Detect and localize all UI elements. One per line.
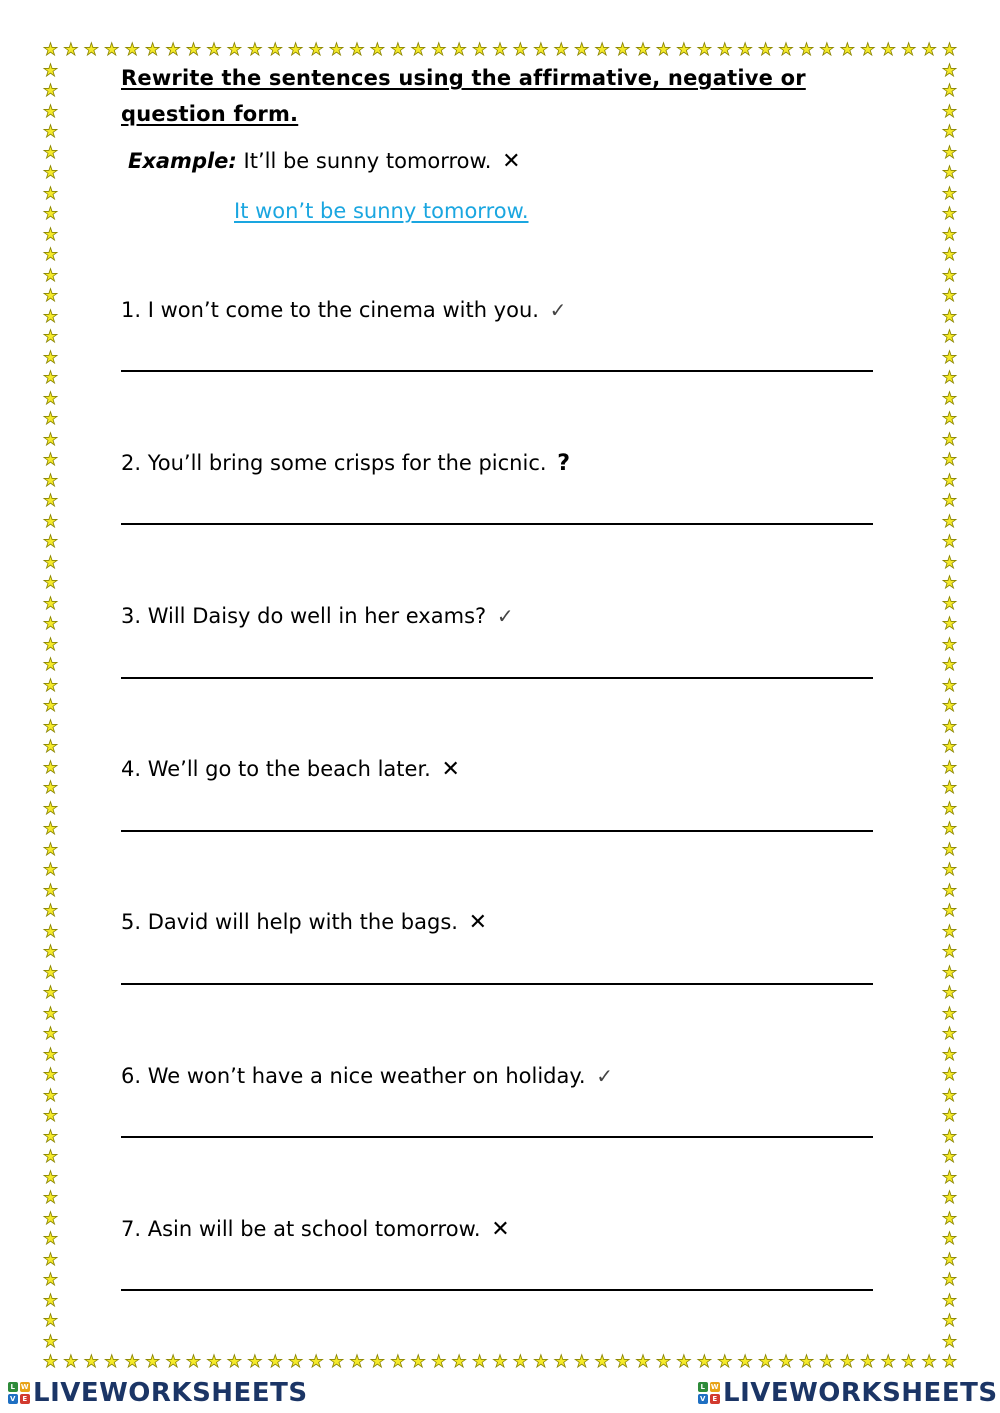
star-icon: ★ <box>42 450 59 470</box>
star-icon: ★ <box>941 675 958 696</box>
star-icon: ★ <box>349 1352 365 1372</box>
star-icon: ★ <box>308 40 324 60</box>
star-icon: ★ <box>267 1352 283 1372</box>
star-icon: ★ <box>798 40 815 60</box>
example-sentence: It’ll be sunny tomorrow. <box>243 149 492 173</box>
star-icon: ★ <box>42 962 59 983</box>
liveworksheets-logo-icon <box>698 1382 720 1404</box>
cross-icon: ✕ <box>491 1217 510 1242</box>
exercise-sentence: 3. Will Daisy do well in her exams? <box>121 604 487 628</box>
star-icon: ★ <box>63 40 79 60</box>
star-icon: ★ <box>451 40 467 60</box>
logo-tile: L <box>698 1382 708 1392</box>
star-icon: ★ <box>574 40 590 60</box>
star-icon: ★ <box>369 40 386 60</box>
star-icon: ★ <box>42 1229 59 1249</box>
star-icon: ★ <box>941 1044 958 1065</box>
star-icon: ★ <box>288 40 304 60</box>
star-icon: ★ <box>471 1352 488 1372</box>
star-icon: ★ <box>941 983 958 1003</box>
star-icon: ★ <box>206 1352 222 1372</box>
exercise-sentence: 6. We won’t have a nice weather on holiday. <box>121 1064 586 1088</box>
star-icon: ★ <box>42 1147 59 1167</box>
star-icon: ★ <box>941 1024 958 1044</box>
star-icon: ★ <box>941 921 958 942</box>
star-icon: ★ <box>42 368 59 388</box>
star-icon: ★ <box>42 204 59 224</box>
star-icon: ★ <box>63 1352 79 1372</box>
star-icon: ★ <box>594 40 610 60</box>
exercise-item-1 <box>121 295 566 325</box>
star-icon: ★ <box>431 1352 447 1372</box>
star-icon: ★ <box>941 429 958 450</box>
star-icon: ★ <box>369 1352 386 1372</box>
star-icon: ★ <box>42 1249 59 1270</box>
star-icon: ★ <box>941 511 958 532</box>
star-icon: ★ <box>941 839 958 860</box>
star-icon: ★ <box>941 901 958 921</box>
star-icon: ★ <box>941 1208 958 1229</box>
star-icon: ★ <box>594 1352 610 1372</box>
star-icon: ★ <box>124 40 140 60</box>
star-icon: ★ <box>676 1352 692 1372</box>
star-icon: ★ <box>492 1352 508 1372</box>
star-icon: ★ <box>431 40 447 60</box>
star-icon: ★ <box>390 40 406 60</box>
star-icon: ★ <box>696 40 712 60</box>
star-icon: ★ <box>941 224 958 245</box>
star-icon: ★ <box>941 942 958 962</box>
star-icon: ★ <box>839 1352 855 1372</box>
star-icon: ★ <box>737 40 753 60</box>
star-icon: ★ <box>42 1270 59 1290</box>
star-icon: ★ <box>778 40 794 60</box>
star-icon: ★ <box>941 101 958 122</box>
star-icon: ★ <box>42 1311 59 1331</box>
star-icon: ★ <box>941 470 958 491</box>
star-icon: ★ <box>42 983 59 1003</box>
star-icon: ★ <box>492 40 508 60</box>
star-icon: ★ <box>941 655 958 675</box>
star-icon: ★ <box>42 60 59 81</box>
star-icon: ★ <box>390 1352 406 1372</box>
star-icon: ★ <box>941 368 958 388</box>
star-icon: ★ <box>42 286 59 306</box>
star-icon: ★ <box>226 1352 242 1372</box>
star-icon: ★ <box>941 81 958 101</box>
logo-tile: V <box>8 1394 18 1404</box>
exercise-sentence: 5. David will help with the bags. <box>121 910 458 934</box>
star-icon: ★ <box>42 245 59 265</box>
star-icon: ★ <box>941 1290 958 1311</box>
star-icon: ★ <box>185 40 202 60</box>
star-icon: ★ <box>941 327 958 347</box>
star-icon: ★ <box>42 1003 59 1024</box>
star-icon: ★ <box>574 1352 590 1372</box>
star-icon: ★ <box>757 1352 774 1372</box>
star-icon: ★ <box>941 163 958 183</box>
star-icon: ★ <box>860 40 876 60</box>
star-icon: ★ <box>941 204 958 224</box>
star-icon: ★ <box>941 696 958 716</box>
star-icon: ★ <box>941 388 958 409</box>
star-icon: ★ <box>42 306 59 327</box>
star-icon: ★ <box>941 450 958 470</box>
star-icon: ★ <box>124 1352 140 1372</box>
star-icon: ★ <box>941 1147 958 1167</box>
star-icon: ★ <box>104 40 120 60</box>
star-icon: ★ <box>42 1208 59 1229</box>
star-icon: ★ <box>941 265 958 286</box>
star-icon: ★ <box>410 1352 426 1372</box>
star-icon: ★ <box>941 798 958 819</box>
brand-name: LIVEWORKSHEETS <box>723 1378 998 1408</box>
logo-tile: E <box>710 1394 720 1404</box>
star-icon: ★ <box>42 224 59 245</box>
question-icon: ? <box>557 451 571 476</box>
star-icon: ★ <box>941 60 958 81</box>
star-icon: ★ <box>635 1352 651 1372</box>
star-icon: ★ <box>42 1352 59 1372</box>
star-icon: ★ <box>655 40 672 60</box>
star-icon: ★ <box>42 1024 59 1044</box>
star-icon: ★ <box>737 1352 753 1372</box>
exercise-item-7 <box>121 1214 510 1245</box>
star-icon: ★ <box>42 1085 59 1106</box>
star-icon: ★ <box>696 1352 712 1372</box>
star-icon: ★ <box>42 860 59 880</box>
star-icon: ★ <box>941 1331 958 1352</box>
exercise-item-3 <box>121 601 514 631</box>
star-icon: ★ <box>42 819 59 839</box>
answer-line[interactable] <box>121 1136 873 1138</box>
star-icon: ★ <box>42 1044 59 1065</box>
star-icon: ★ <box>512 40 529 60</box>
star-icon: ★ <box>941 634 958 655</box>
star-icon: ★ <box>42 798 59 819</box>
star-icon: ★ <box>941 819 958 839</box>
star-icon: ★ <box>42 429 59 450</box>
star-icon: ★ <box>42 491 59 511</box>
star-icon: ★ <box>165 1352 181 1372</box>
exercise-item-2 <box>121 448 570 479</box>
star-icon: ★ <box>42 1126 59 1147</box>
star-icon: ★ <box>860 1352 876 1372</box>
star-icon: ★ <box>614 1352 631 1372</box>
star-icon: ★ <box>941 122 958 142</box>
star-icon: ★ <box>941 573 958 593</box>
example-answer: It won’t be sunny tomorrow. <box>234 199 529 223</box>
star-icon: ★ <box>42 737 59 757</box>
star-icon: ★ <box>798 1352 815 1372</box>
example-sentence-row <box>128 146 521 177</box>
star-icon: ★ <box>42 122 59 142</box>
star-icon: ★ <box>941 1229 958 1249</box>
answer-line[interactable] <box>121 677 873 679</box>
star-icon: ★ <box>941 880 958 901</box>
star-icon: ★ <box>778 1352 794 1372</box>
star-icon: ★ <box>42 1167 59 1188</box>
answer-line[interactable] <box>121 1289 873 1291</box>
example-label: Example: <box>128 149 237 173</box>
star-icon: ★ <box>145 40 161 60</box>
star-icon: ★ <box>553 40 569 60</box>
star-icon: ★ <box>42 696 59 716</box>
star-icon: ★ <box>42 1188 59 1208</box>
star-icon: ★ <box>941 183 958 204</box>
star-icon: ★ <box>901 40 917 60</box>
star-icon: ★ <box>185 1352 202 1372</box>
star-icon: ★ <box>941 532 958 552</box>
star-icon: ★ <box>42 470 59 491</box>
star-icon: ★ <box>941 552 958 573</box>
star-icon: ★ <box>941 860 958 880</box>
check-icon: ✓ <box>496 604 514 628</box>
star-icon: ★ <box>42 573 59 593</box>
star-icon: ★ <box>921 1352 937 1372</box>
star-icon: ★ <box>42 327 59 347</box>
answer-line[interactable] <box>121 983 873 985</box>
star-icon: ★ <box>42 614 59 634</box>
star-icon: ★ <box>145 1352 161 1372</box>
star-icon: ★ <box>941 347 958 368</box>
star-icon: ★ <box>941 757 958 778</box>
star-icon: ★ <box>226 40 242 60</box>
star-icon: ★ <box>42 409 59 429</box>
star-icon: ★ <box>165 40 181 60</box>
star-icon: ★ <box>451 1352 467 1372</box>
star-icon: ★ <box>267 40 283 60</box>
star-icon: ★ <box>42 593 59 614</box>
star-icon: ★ <box>42 142 59 163</box>
star-icon: ★ <box>42 942 59 962</box>
exercise-item-4 <box>121 754 460 785</box>
star-icon: ★ <box>42 901 59 921</box>
cross-icon: ✕ <box>468 910 488 935</box>
star-icon: ★ <box>941 245 958 265</box>
star-icon: ★ <box>42 1106 59 1126</box>
exercise-sentence: 2. You’ll bring some crisps for the picnic. <box>121 451 547 475</box>
star-icon: ★ <box>941 1167 958 1188</box>
star-icon: ★ <box>42 163 59 183</box>
star-icon: ★ <box>349 40 365 60</box>
liveworksheets-logo-icon <box>8 1382 30 1404</box>
star-icon: ★ <box>614 40 631 60</box>
star-icon: ★ <box>42 655 59 675</box>
liveworksheets-logo-left <box>8 1378 308 1408</box>
worksheet-title: Rewrite the sentences using the affirmative, negative or question form. <box>121 66 806 126</box>
star-icon: ★ <box>941 1106 958 1126</box>
exercise-item-5 <box>121 907 487 938</box>
answer-line[interactable] <box>121 830 873 832</box>
star-icon: ★ <box>42 880 59 901</box>
star-icon: ★ <box>941 716 958 737</box>
star-icon: ★ <box>42 81 59 101</box>
star-icon: ★ <box>42 1290 59 1311</box>
star-icon: ★ <box>941 737 958 757</box>
logo-tile: L <box>8 1382 18 1392</box>
star-icon: ★ <box>42 675 59 696</box>
star-icon: ★ <box>533 40 549 60</box>
star-icon: ★ <box>533 1352 549 1372</box>
star-icon: ★ <box>676 40 692 60</box>
star-icon: ★ <box>104 1352 120 1372</box>
star-icon: ★ <box>42 839 59 860</box>
star-icon: ★ <box>941 491 958 511</box>
logo-tile: W <box>20 1383 30 1391</box>
star-icon: ★ <box>42 634 59 655</box>
star-icon: ★ <box>42 347 59 368</box>
star-icon: ★ <box>941 1085 958 1106</box>
star-icon: ★ <box>42 40 59 60</box>
star-icon: ★ <box>880 40 896 60</box>
star-icon: ★ <box>512 1352 529 1372</box>
star-icon: ★ <box>308 1352 324 1372</box>
star-icon: ★ <box>655 1352 672 1372</box>
star-icon: ★ <box>941 1352 958 1372</box>
star-icon: ★ <box>819 1352 835 1372</box>
star-icon: ★ <box>42 1331 59 1352</box>
star-icon: ★ <box>921 40 937 60</box>
star-icon: ★ <box>941 306 958 327</box>
star-icon: ★ <box>941 1003 958 1024</box>
star-icon: ★ <box>42 757 59 778</box>
check-icon: ✓ <box>549 298 567 322</box>
check-icon: ✓ <box>596 1064 613 1088</box>
star-icon: ★ <box>839 40 855 60</box>
star-icon: ★ <box>42 921 59 942</box>
star-icon: ★ <box>42 532 59 552</box>
star-icon: ★ <box>941 409 958 429</box>
star-icon: ★ <box>42 183 59 204</box>
star-icon: ★ <box>42 265 59 286</box>
star-icon: ★ <box>941 286 958 306</box>
star-icon: ★ <box>83 40 99 60</box>
star-icon: ★ <box>941 142 958 163</box>
brand-name: LIVEWORKSHEETS <box>33 1378 308 1408</box>
star-icon: ★ <box>941 1270 958 1290</box>
star-icon: ★ <box>42 511 59 532</box>
star-icon: ★ <box>247 40 263 60</box>
exercise-sentence: 1. I won’t come to the cinema with you. <box>121 298 539 322</box>
logo-tile: V <box>698 1394 708 1404</box>
star-icon: ★ <box>42 778 59 798</box>
star-icon: ★ <box>941 1065 958 1085</box>
star-icon: ★ <box>42 552 59 573</box>
star-icon: ★ <box>471 40 488 60</box>
star-icon: ★ <box>819 40 835 60</box>
exercise-sentence: 4. We’ll go to the beach later. <box>121 757 431 781</box>
answer-line[interactable] <box>121 370 873 372</box>
star-icon: ★ <box>410 40 426 60</box>
answer-line[interactable] <box>121 523 873 525</box>
star-icon: ★ <box>247 1352 263 1372</box>
logo-tile: W <box>710 1383 720 1391</box>
star-icon: ★ <box>42 1065 59 1085</box>
cross-icon: ✕ <box>441 757 460 782</box>
star-icon: ★ <box>83 1352 99 1372</box>
star-icon: ★ <box>717 1352 733 1372</box>
star-icon: ★ <box>42 388 59 409</box>
star-icon: ★ <box>635 40 651 60</box>
star-icon: ★ <box>757 40 774 60</box>
star-icon: ★ <box>42 716 59 737</box>
cross-icon: ✕ <box>502 149 521 174</box>
star-icon: ★ <box>941 778 958 798</box>
star-icon: ★ <box>288 1352 304 1372</box>
exercise-item-6 <box>121 1061 613 1091</box>
star-icon: ★ <box>880 1352 896 1372</box>
star-icon: ★ <box>941 1188 958 1208</box>
star-icon: ★ <box>328 40 345 60</box>
exercise-sentence: 7. Asin will be at school tomorrow. <box>121 1217 481 1241</box>
star-icon: ★ <box>941 962 958 983</box>
star-icon: ★ <box>941 614 958 634</box>
star-icon: ★ <box>941 1126 958 1147</box>
star-icon: ★ <box>206 40 222 60</box>
star-icon: ★ <box>553 1352 569 1372</box>
star-icon: ★ <box>941 1249 958 1270</box>
star-icon: ★ <box>901 1352 917 1372</box>
star-icon: ★ <box>328 1352 345 1372</box>
star-icon: ★ <box>42 101 59 122</box>
star-icon: ★ <box>717 40 733 60</box>
star-icon: ★ <box>941 593 958 614</box>
star-icon: ★ <box>941 1311 958 1331</box>
star-icon: ★ <box>941 40 958 60</box>
liveworksheets-logo-right <box>698 1378 998 1408</box>
logo-tile: E <box>20 1394 30 1404</box>
